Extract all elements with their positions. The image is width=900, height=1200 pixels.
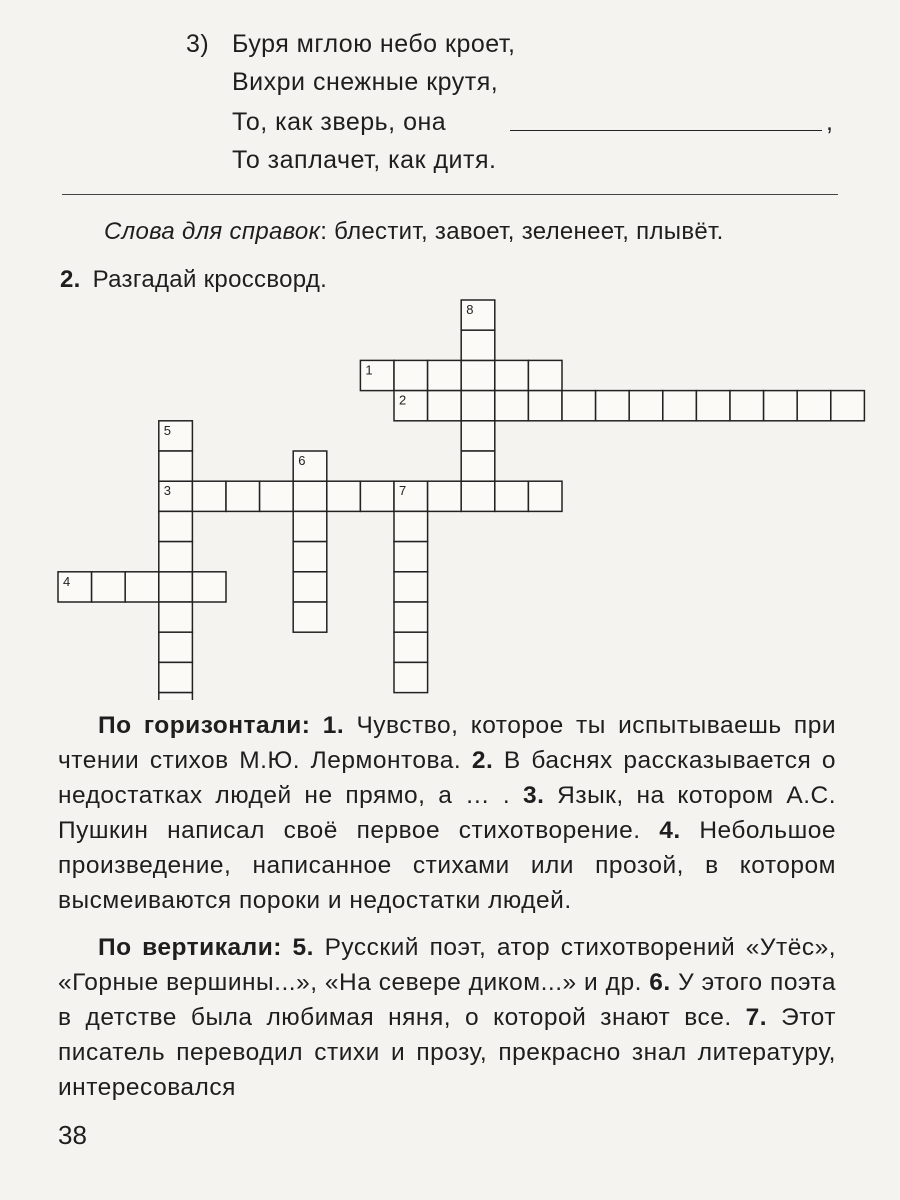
crossword-cell[interactable]: [528, 360, 562, 390]
crossword-cell[interactable]: [394, 662, 428, 692]
clues-across-heading: По горизонтали:: [98, 712, 311, 739]
page-number: 38: [58, 1120, 87, 1150]
crossword-cell[interactable]: [394, 572, 428, 602]
clue-text: В баснях рассказывается о недостатках людей не прямо, а … .: [58, 747, 836, 809]
crossword-cell[interactable]: [461, 421, 495, 451]
crossword-cell[interactable]: [394, 632, 428, 662]
crossword-cell[interactable]: [159, 662, 193, 692]
crossword-clue-number: 3: [163, 483, 172, 499]
crossword-cell[interactable]: [159, 693, 193, 700]
crossword-cell[interactable]: [293, 542, 327, 572]
crossword-cell[interactable]: [293, 511, 327, 541]
crossword-cell[interactable]: [461, 481, 495, 511]
task-number: 2.: [60, 266, 81, 293]
crossword-cell[interactable]: [159, 632, 193, 662]
crossword-cell[interactable]: [495, 481, 529, 511]
clue-text: Русский поэт, атор стихотворений «Утёс», «Горные вершины...», «На севере диком...» и др.: [58, 934, 837, 996]
crossword-cell[interactable]: [495, 391, 529, 421]
crossword-cell[interactable]: [596, 391, 630, 421]
crossword-cell[interactable]: [159, 542, 193, 572]
crossword-cell[interactable]: [394, 511, 428, 541]
crossword-cell[interactable]: [461, 391, 495, 421]
clue-number: 7.: [745, 1004, 768, 1031]
crossword-cell[interactable]: [293, 602, 327, 632]
poem-line: Вихри снежные крутя,: [232, 68, 499, 96]
poem-number: 3): [186, 30, 210, 58]
clues-down-heading: По вертикали:: [98, 934, 282, 961]
crossword-cell[interactable]: [696, 391, 730, 421]
reference-label: Слова для справок: [104, 218, 321, 245]
crossword-cell[interactable]: [629, 391, 663, 421]
crossword-clue-number: 6: [298, 453, 306, 468]
crossword-clue-number: 5: [163, 422, 172, 438]
crossword-cell[interactable]: [461, 360, 495, 390]
clue-number: 3.: [522, 782, 545, 809]
crossword-cell[interactable]: [528, 481, 562, 511]
crossword-cell[interactable]: [327, 481, 361, 511]
crossword-cell[interactable]: [663, 391, 697, 421]
crossword-cell[interactable]: [461, 451, 495, 481]
poem-line: Буря мглою небо кроет,: [232, 30, 516, 58]
clue-number: 6.: [649, 969, 671, 996]
clues-across: [58, 708, 836, 918]
crossword-clue-number: 7: [399, 483, 407, 499]
crossword-cell[interactable]: [562, 391, 596, 421]
crossword-cell[interactable]: [797, 391, 831, 421]
poem-comma: ,: [826, 108, 834, 136]
clue-text: Небольшое произведение, написанное стихами или прозой, в котором высмеиваются пороки и недостатки людей.: [58, 817, 836, 914]
crossword-cell[interactable]: [293, 481, 327, 511]
crossword-cell[interactable]: [125, 572, 159, 602]
crossword-cell[interactable]: [360, 481, 394, 511]
crossword-cell[interactable]: [226, 481, 260, 511]
crossword-clue-number: 4: [63, 573, 71, 589]
crossword-cell[interactable]: [495, 360, 529, 390]
crossword-cell[interactable]: [394, 542, 428, 572]
crossword-cell[interactable]: [192, 481, 226, 511]
crossword-cell[interactable]: [394, 360, 428, 390]
clue-number: 2.: [471, 747, 494, 774]
crossword-clues: [58, 708, 836, 1105]
crossword-cell[interactable]: [159, 511, 193, 541]
crossword-clue-number: 1: [365, 362, 373, 378]
crossword-cell[interactable]: [293, 572, 327, 602]
crossword-clue-number: 2: [399, 392, 407, 408]
crossword-clue-number: 8: [466, 302, 474, 317]
crossword-cell[interactable]: [428, 481, 462, 511]
clue-text: Язык, на котором А.С. Пушкин написал своё первое стихотворение.: [58, 782, 837, 844]
crossword-cell[interactable]: [159, 572, 193, 602]
crossword-cell[interactable]: [159, 451, 193, 481]
crossword-cell[interactable]: [730, 391, 764, 421]
reference-word-list: : блестит, завоет, зеленеет, плывёт.: [320, 218, 724, 245]
crossword-cell[interactable]: [461, 330, 495, 360]
crossword-cell[interactable]: [394, 602, 428, 632]
crossword-cell[interactable]: [428, 360, 462, 390]
poem-line: То, как зверь, она: [232, 108, 447, 136]
clue-number: 4.: [659, 817, 681, 844]
clue-text: У этого поэта в детстве была любимая няня, о которой знают все.: [58, 969, 836, 1031]
crossword-cell[interactable]: [159, 602, 193, 632]
crossword-cell[interactable]: [428, 391, 462, 421]
crossword-cell[interactable]: [831, 391, 865, 421]
crossword-cell[interactable]: [92, 572, 126, 602]
poem-line: То заплачет, как дитя.: [232, 146, 497, 174]
crossword-cell[interactable]: [260, 481, 294, 511]
crossword-cell[interactable]: [764, 391, 798, 421]
crossword-cell[interactable]: [528, 391, 562, 421]
clues-down: [58, 930, 836, 1105]
clue-text: Чувство, которое ты испытываешь при чтении стихов М.Ю. Лермонтова.: [58, 712, 837, 774]
clue-number: 5.: [292, 934, 314, 961]
crossword-cell[interactable]: [192, 572, 226, 602]
task-text: Разгадай кроссворд.: [92, 266, 328, 293]
clue-text: Этот писатель переводил стихи и прозу, прекрасно знал литературу, интересовался: [58, 1004, 836, 1101]
clue-number: 1.: [322, 712, 345, 739]
